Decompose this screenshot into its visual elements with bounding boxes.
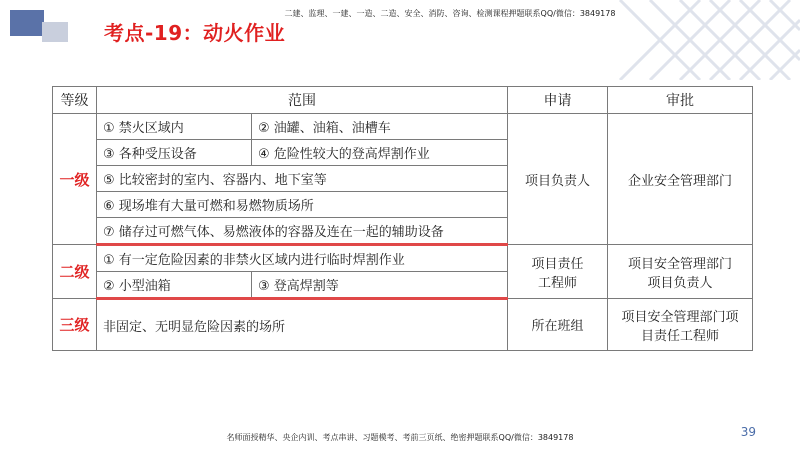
scope-item: ③ 登高焊割等 (252, 272, 508, 299)
hot-work-table (52, 86, 753, 351)
scope-item: ⑦ 储存过可燃气体、易燃液体的容器及连在一起的辅助设备 (97, 218, 508, 245)
scope-item: ① 有一定危险因素的非禁火区域内进行临时焊割作业 (97, 245, 508, 272)
table-row (53, 114, 753, 140)
table-header-row (53, 87, 753, 114)
level2-apply-line2: 工程师 (537, 275, 577, 291)
level3-approve (608, 299, 753, 351)
header-level: 等级 (53, 87, 97, 114)
scope-item: ② 小型油箱 (97, 272, 252, 299)
level-label-2: 二级 (53, 245, 97, 299)
scope-item: ② 油罐、油箱、油槽车 (252, 114, 508, 140)
scope-item: ④ 危险性较大的登高焊割作业 (252, 140, 508, 166)
level2-apply-line1: 项目责任 (531, 256, 584, 272)
level1-apply: 项目负责人 (508, 114, 608, 245)
table-row (53, 299, 753, 351)
level2-apply (508, 245, 608, 299)
level2-approve (608, 245, 753, 299)
deco-square-light (42, 22, 68, 42)
scope-item: 非固定、无明显危险因素的场所 (97, 299, 508, 351)
table-row (53, 245, 753, 272)
deco-square-dark (10, 10, 44, 36)
level3-approve-line1: 项目安全管理部门项 (621, 309, 739, 325)
level1-approve: 企业安全管理部门 (608, 114, 753, 245)
scope-item: ⑥ 现场堆有大量可燃和易燃物质场所 (97, 192, 508, 218)
level-label-3: 三级 (53, 299, 97, 351)
scope-item: ⑤ 比较密封的室内、容器内、地下室等 (97, 166, 508, 192)
page-title: 考点-19：动火作业 (104, 21, 286, 45)
header-scope: 范围 (97, 87, 508, 114)
level3-approve-line2: 目责任工程师 (640, 328, 719, 344)
header-watermark-note: 二建、监理、一建、一造、二造、安全、消防、咨询、检测课程押题联系QQ/微信：3849178 (284, 9, 616, 18)
footer-watermark-note: 名师面授精华、央企内训、考点串讲、习题模考、考前三页纸、绝密押题联系QQ/微信：3849178 (226, 433, 574, 442)
header-approve: 审批 (608, 87, 753, 114)
scope-item: ① 禁火区域内 (97, 114, 252, 140)
level2-approve-line2: 项目负责人 (647, 275, 713, 291)
header-apply: 申请 (508, 87, 608, 114)
level-label-1: 一级 (53, 114, 97, 245)
page-number: 39 (740, 425, 756, 439)
level2-approve-line1: 项目安全管理部门 (627, 256, 732, 272)
scope-item: ③ 各种受压设备 (97, 140, 252, 166)
level3-apply: 所在班组 (508, 299, 608, 351)
